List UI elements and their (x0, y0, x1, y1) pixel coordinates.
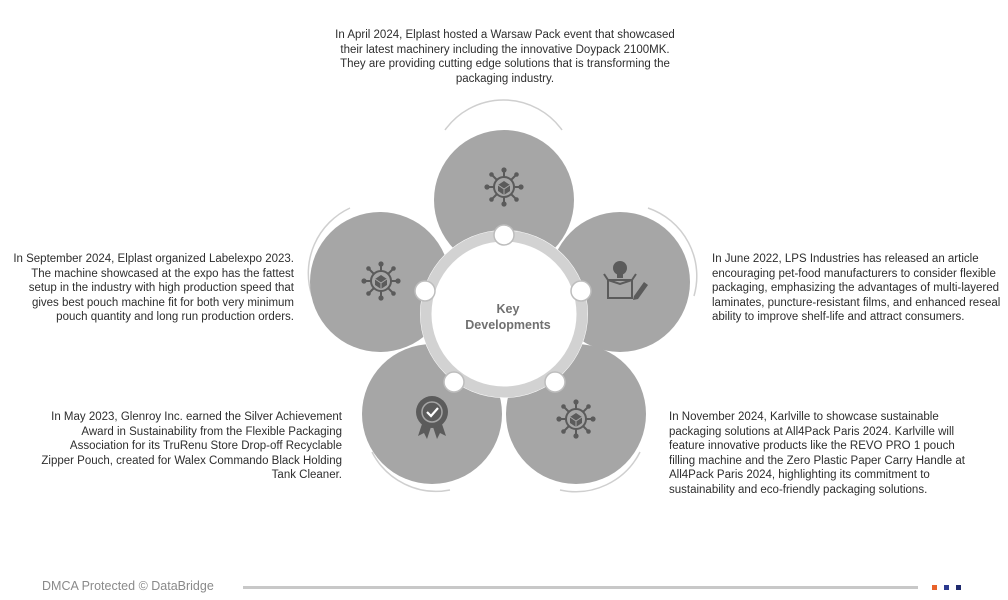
node-bottom-right (545, 372, 565, 392)
box-network-icon (556, 399, 595, 438)
box-network-icon (484, 167, 523, 206)
node-top (494, 225, 514, 245)
development-text-top: In April 2024, Elplast hosted a Warsaw Pack event that showcased their latest machinery including the innovative Doypack 2100MK. They are providing cutting edge solutions that is transforming the packaging industry. (335, 29, 675, 85)
center-label (452, 302, 564, 333)
box-network-icon (361, 261, 400, 300)
footer-copyright: DMCA Protected © DataBridge (42, 579, 214, 593)
node-bottom-left (444, 372, 464, 392)
footer-square-orange (932, 585, 937, 590)
footer-square-blue (944, 585, 949, 590)
footer-divider (243, 586, 918, 589)
development-text-right: In June 2022, LPS Industries has released an article encouraging pet-food manufacturers to consider flexible packaging, emphasizing the advantages of multi-layered laminates, puncture-resistant films, and enhanced reseal ability to improve shelf-life and attract consumers. (712, 253, 1001, 324)
center-label-line2: Developments (465, 317, 551, 332)
node-left (415, 281, 435, 301)
development-text-bottom-right: In November 2024, Karlville to showcase sustainable packaging solutions at All4Pack Paris 2024. Karlville will feature innovative products like the REVO PRO 1 pouch filling machine and the Zero Plastic Paper Carry Handle at All4Pack Paris 2024, highlighting its commitment to sustainability and eco-friendly packaging solutions. (669, 411, 965, 496)
development-text-bottom-left: In May 2023, Glenroy Inc. earned the Silver Achievement Award in Sustainability from the Flexible Packaging Association for its TruRenu Store Drop-off Recyclable Zipper Pouch, created for Walex Commando Black Holding Tank Cleaner. (41, 411, 342, 482)
development-text-left: In September 2024, Elplast organized Labelexpo 2023. The machine showcased at the expo has the fattest setup in the industry with high production speed that gives best pouch machine fit for both very minimum pouch quantity and long run production orders. (13, 253, 294, 324)
center-label-line1: Key (496, 302, 520, 316)
node-right (571, 281, 591, 301)
footer-square-navy (956, 585, 961, 590)
